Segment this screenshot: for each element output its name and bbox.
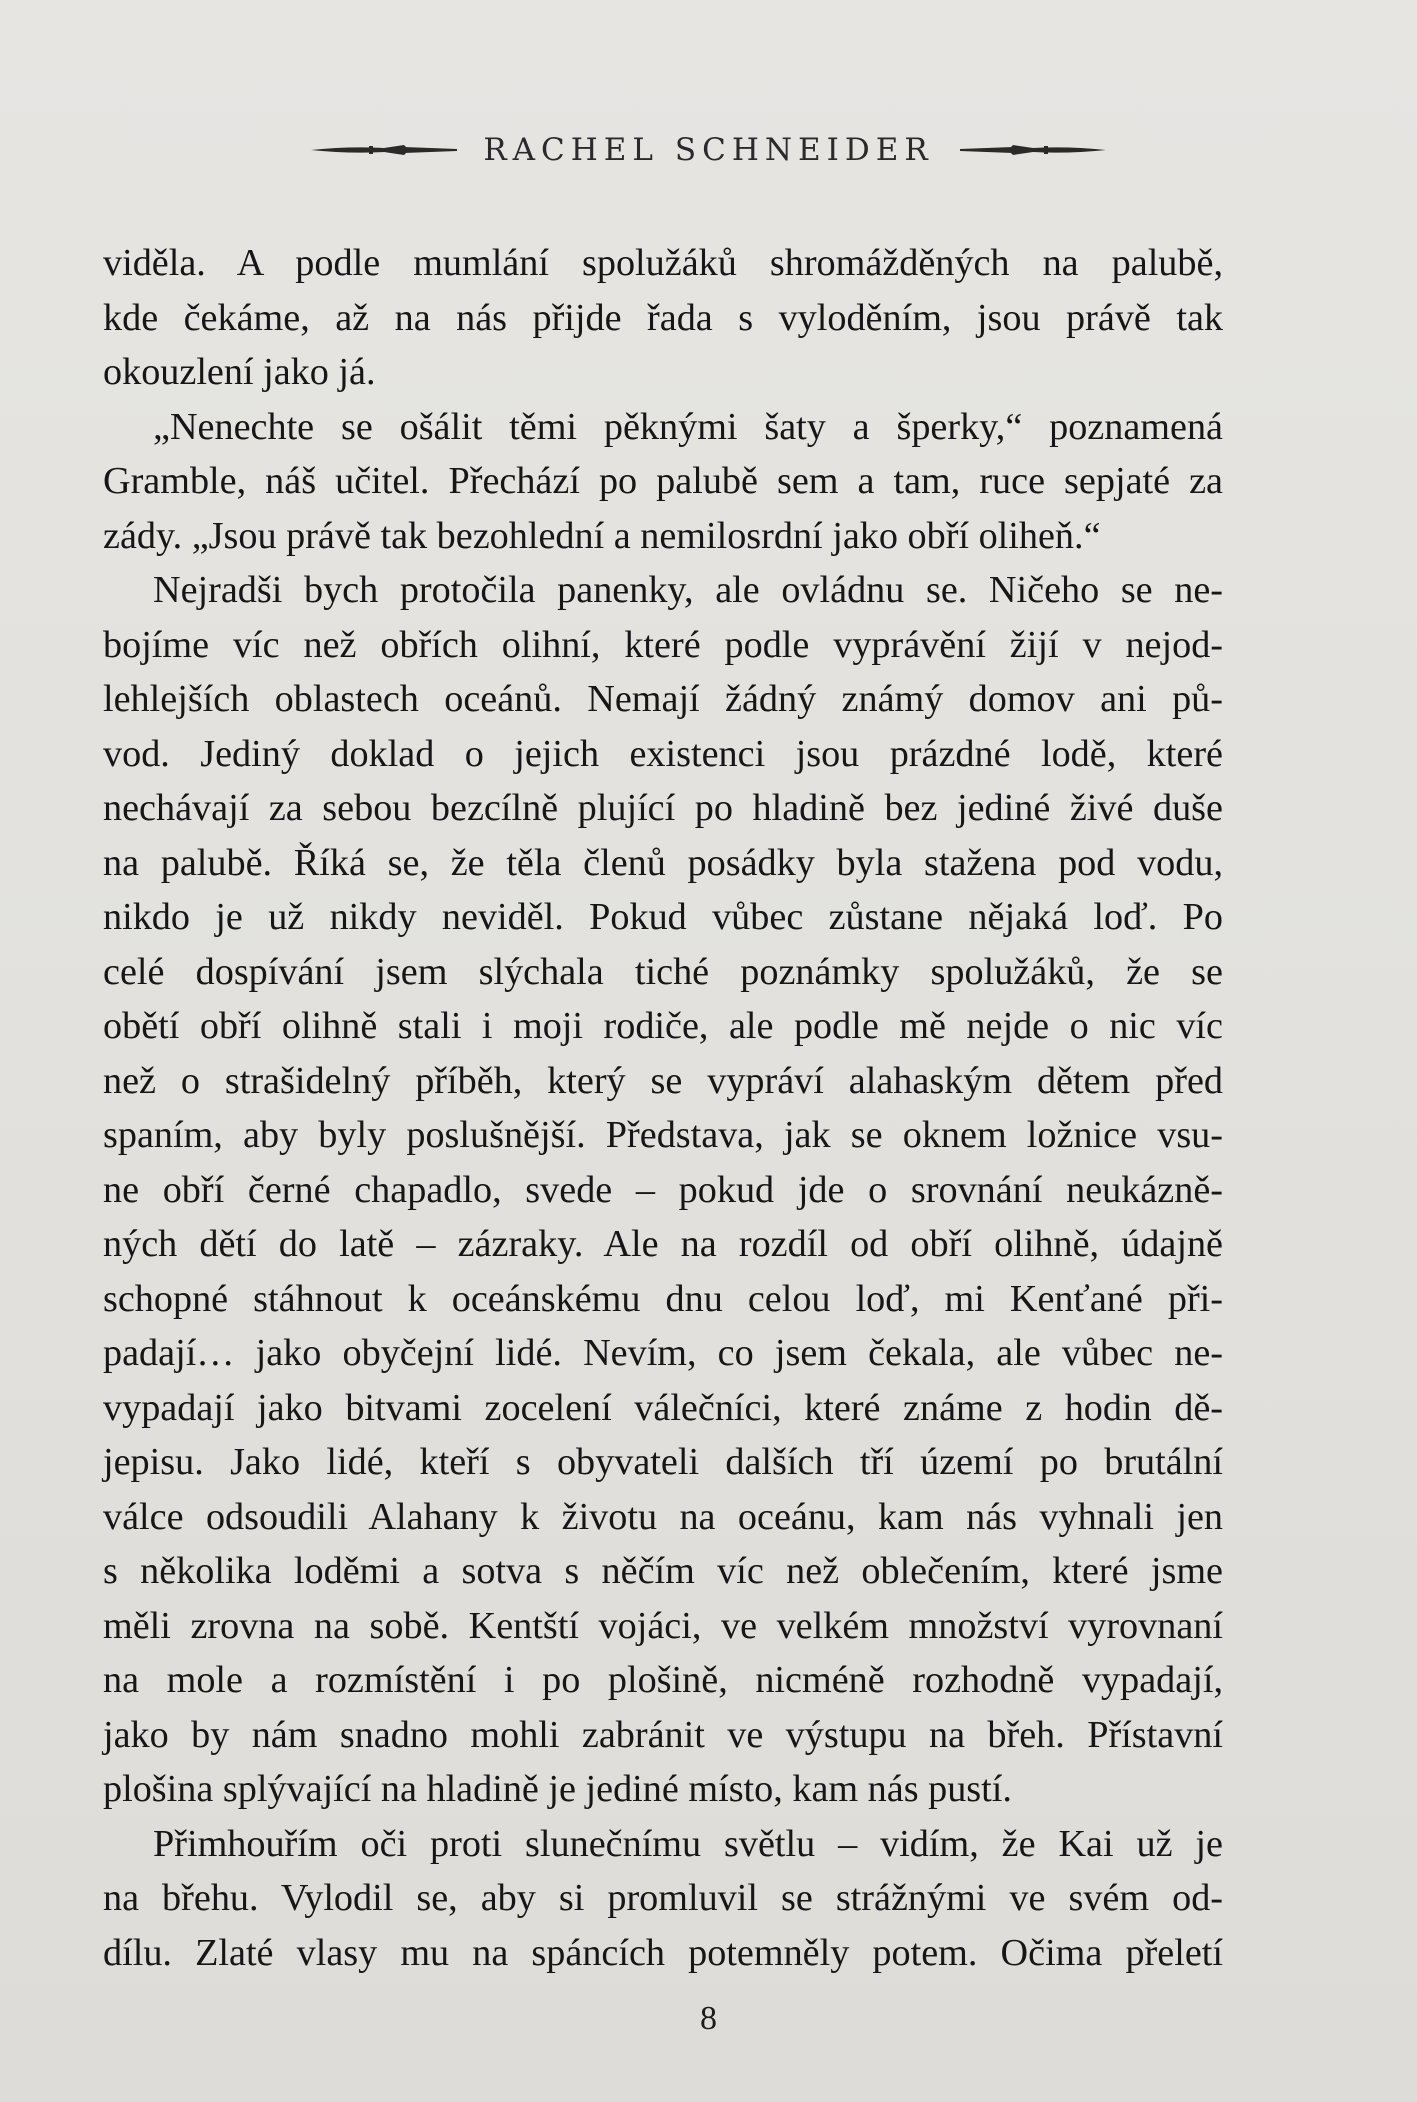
text-line-content: lehlejších oblastech oceánů. Nemají žádný známý domov ani pů-	[103, 678, 1223, 720]
left-ornament-icon	[309, 142, 459, 158]
text-line-content: schopné stáhnout k oceánskému dnu celou loď, mi Kenťané při-	[103, 1277, 1223, 1320]
text-line	[103, 1544, 1223, 1599]
running-head-title: RACHEL SCHNEIDER	[483, 132, 934, 168]
text-line	[103, 1762, 1223, 1817]
text-line	[103, 291, 1223, 346]
text-line-content: jako by nám snadno mohli zabránit ve výstupu na břeh. Přístavní	[103, 1713, 1223, 1756]
text-line-content: Nejradši bych protočila panenky, ale ovládnu se. Ničeho se ne-	[153, 569, 1223, 611]
text-line-content: na palubě. Říká se, že těla členů posádky byla stažena pod vodu,	[103, 841, 1223, 884]
text-line	[103, 1599, 1223, 1654]
text-line-content: celé dospívání jsem slýchala tiché poznámky spolužáků, že se	[103, 950, 1223, 993]
text-line	[103, 1163, 1223, 1218]
text-line	[103, 945, 1223, 1000]
text-line-content: spaním, aby byly poslušnější. Představa, jak se oknem ložnice vsu-	[103, 1114, 1223, 1156]
text-line-content: nechávají za sebou bezcílně plující po hladině bez jediné živé duše	[103, 787, 1223, 829]
text-line-content: válce odsoudili Alahany k životu na oceánu, kam nás vyhnali jen	[103, 1495, 1223, 1538]
text-line-content: Přimhouřím oči proti slunečnímu světlu – vidím, že Kai už je	[153, 1822, 1223, 1865]
text-line	[103, 563, 1223, 618]
text-line-content: viděla. A podle mumlání spolužáků shromážděných na palubě,	[103, 242, 1223, 284]
text-line	[103, 1381, 1223, 1436]
text-line-content: ných dětí do latě – zázraky. Ale na rozdíl od obří olihně, údajně	[103, 1223, 1223, 1265]
text-line	[103, 400, 1223, 455]
text-line	[103, 781, 1223, 836]
text-line-content: padají… jako obyčejní lidé. Nevím, co jsem čekala, ale vůbec ne-	[103, 1332, 1223, 1374]
text-line-content: ne obří černé chapadlo, svede – pokud jde o srovnání neukázně-	[103, 1168, 1223, 1211]
right-ornament-icon	[958, 142, 1108, 158]
text-line	[103, 727, 1223, 782]
text-line	[103, 1217, 1223, 1272]
text-line	[103, 1653, 1223, 1708]
text-line	[103, 236, 1223, 291]
text-line	[103, 1871, 1223, 1926]
text-line-content: na mole a rozmístění i po plošině, nicméně rozhodně vypadají,	[103, 1659, 1223, 1701]
text-line-content: zády. „Jsou právě tak bezohlední a nemilosrdní jako obří oliheň.“	[103, 514, 1101, 557]
text-line	[103, 672, 1223, 727]
text-line-content: kde čekáme, až na nás přijde řada s vyloděním, jsou právě tak	[103, 296, 1223, 339]
text-line-content: vod. Jediný doklad o jejich existenci jsou prázdné lodě, které	[103, 732, 1223, 775]
text-line	[103, 1435, 1223, 1490]
text-line-content: obětí obří olihně stali i moji rodiče, ale podle mě nejde o nic víc	[103, 1005, 1223, 1047]
text-line	[103, 1054, 1223, 1109]
text-line-content: než o strašidelný příběh, který se vypráví alahaským dětem před	[103, 1059, 1223, 1102]
text-line	[103, 1272, 1223, 1327]
text-line-content: jepisu. Jako lidé, kteří s obyvateli dalších tří území po brutální	[103, 1441, 1223, 1483]
text-line	[103, 454, 1223, 509]
body-text	[103, 236, 1223, 1980]
text-line	[103, 1326, 1223, 1381]
text-line	[103, 1817, 1223, 1872]
text-line-content: plošina splývající na hladině je jediné místo, kam nás pustí.	[103, 1768, 1012, 1810]
text-line-content: dílu. Zlaté vlasy mu na spáncích potemněly potem. Očima přeletí	[103, 1931, 1223, 1974]
text-line	[103, 836, 1223, 891]
text-line-content: bojíme víc než obřích olihní, které podle vyprávění žijí v nejod-	[103, 623, 1223, 666]
text-line	[103, 345, 1223, 400]
text-line	[103, 509, 1223, 564]
text-line	[103, 618, 1223, 673]
text-line-content: okouzlení jako já.	[103, 351, 376, 393]
running-head	[0, 125, 1417, 175]
text-line-content: vypadají jako bitvami zocelení válečníci, které známe z hodin dě-	[103, 1386, 1223, 1429]
text-line	[103, 999, 1223, 1054]
text-line-content: Gramble, náš učitel. Přechází po palubě sem a tam, ruce sepjaté za	[103, 460, 1223, 502]
text-line	[103, 1708, 1223, 1763]
text-line-content: měli zrovna na sobě. Kentští vojáci, ve velkém množství vyrovnaní	[103, 1604, 1223, 1647]
text-line	[103, 1108, 1223, 1163]
page-number: 8	[700, 2000, 717, 2037]
text-line-content: „Nenechte se ošálit těmi pěknými šaty a šperky,“ poznamená	[153, 405, 1223, 448]
text-line-content: nikdo je už nikdy neviděl. Pokud vůbec zůstane nějaká loď. Po	[103, 896, 1223, 938]
text-line	[103, 1490, 1223, 1545]
text-line	[103, 890, 1223, 945]
text-line-content: na břehu. Vylodil se, aby si promluvil se strážnými ve svém od-	[103, 1877, 1223, 1919]
text-line-content: s několika loděmi a sotva s něčím víc než oblečením, které jsme	[103, 1550, 1223, 1592]
text-line	[103, 1926, 1223, 1981]
